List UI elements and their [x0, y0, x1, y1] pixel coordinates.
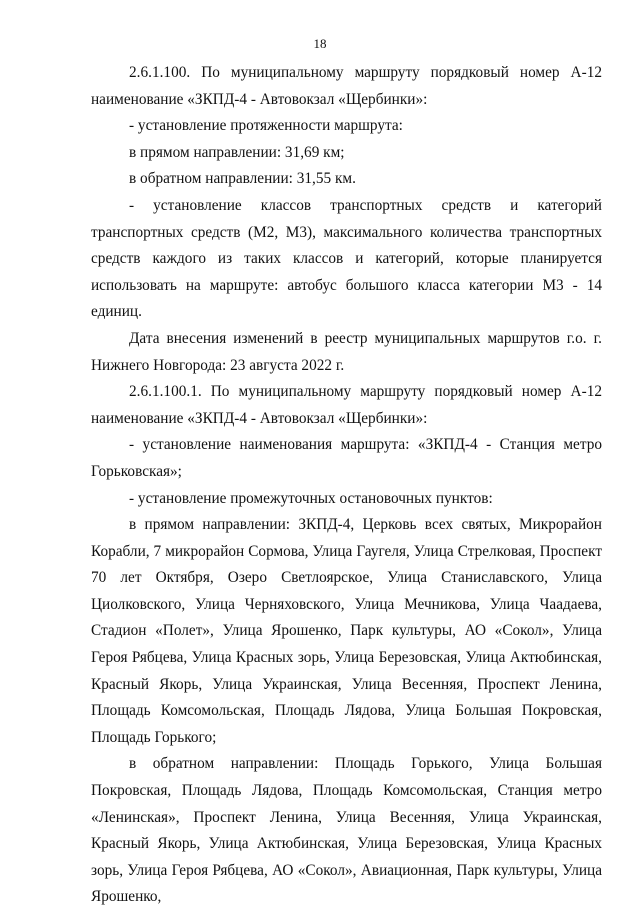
document-body [91, 60, 602, 911]
paragraph-item-2-6-1-100: 2.6.1.100. По муниципальному маршруту порядковый номер А-12 наименование «ЗКПД-4 - Автовокзал «Щербинки»: [91, 64, 602, 108]
paragraph-forward-stops: в прямом направлении: ЗКПД-4, Церковь всех святых, Микрорайон Корабли, 7 микрорайон Сормова, Улица Гаугеля, Улица Стрелковая, Проспект 70 лет Октября, Озеро Светлоярское, Улица Станиславского, Улица Циолковского, Улица Черняховского, Улица Мечникова, Улица Чаадаева, Стадион «Полет», Улица Ярошенко, Парк культуры, АО «Сокол», Улица Героя Рябцева, Улица Красных зорь, Улица Березовская, Улица Актюбинская, Красный Якорь, Улица Украинская, Улица Весенняя, Проспект Ленина, Площадь Комсомольская, Площадь Лядова, Улица Большая Покровская, Площадь Горького; [91, 516, 602, 746]
paragraph-forward-length: в прямом направлении: 31,69 км; [129, 143, 345, 161]
paragraph-vehicle-classes: - установление классов транспортных средств и категорий транспортных средств (М2, М3), максимального количества транспортных средств каждого из таких классов и категорий, которые планируется использовать на маршруте: автобус большого класса категории М3 - 14 единиц. [91, 196, 602, 321]
paragraph-route-length: - установление протяженности маршрута: [129, 117, 403, 135]
page-number: 18 [313, 36, 327, 51]
paragraph-route-name: - установление наименования маршрута: «ЗКПД-4 - Станция метро Горьковская»; [91, 436, 602, 480]
paragraph-item-2-6-1-100-1: 2.6.1.100.1. По муниципальному маршруту порядковый номер А-12 наименование «ЗКПД-4 - Автовокзал «Щербинки»: [91, 383, 602, 427]
paragraph-reverse-stops: в обратном направлении: Площадь Горького, Улица Большая Покровская, Площадь Лядова, Площадь Комсомольская, Станция метро «Ленинская», Проспект Ленина, Улица Весенняя, Улица Украинская, Красный Якорь, Улица Актюбинская, Улица Березовская, Улица Красных зорь, Улица Героя Рябцева, АО «Сокол», Авиационная, Парк культуры, Улица Ярошенко, [91, 755, 602, 906]
paragraph-intermediate-stops: - установление промежуточных остановочных пунктов: [129, 489, 493, 507]
paragraph-registry-date: Дата внесения изменений в реестр муниципальных маршрутов г.о. г. Нижнего Новгорода: 23 августа 2022 г. [91, 329, 602, 374]
paragraph-reverse-length: в обратном направлении: 31,55 км. [129, 170, 356, 188]
